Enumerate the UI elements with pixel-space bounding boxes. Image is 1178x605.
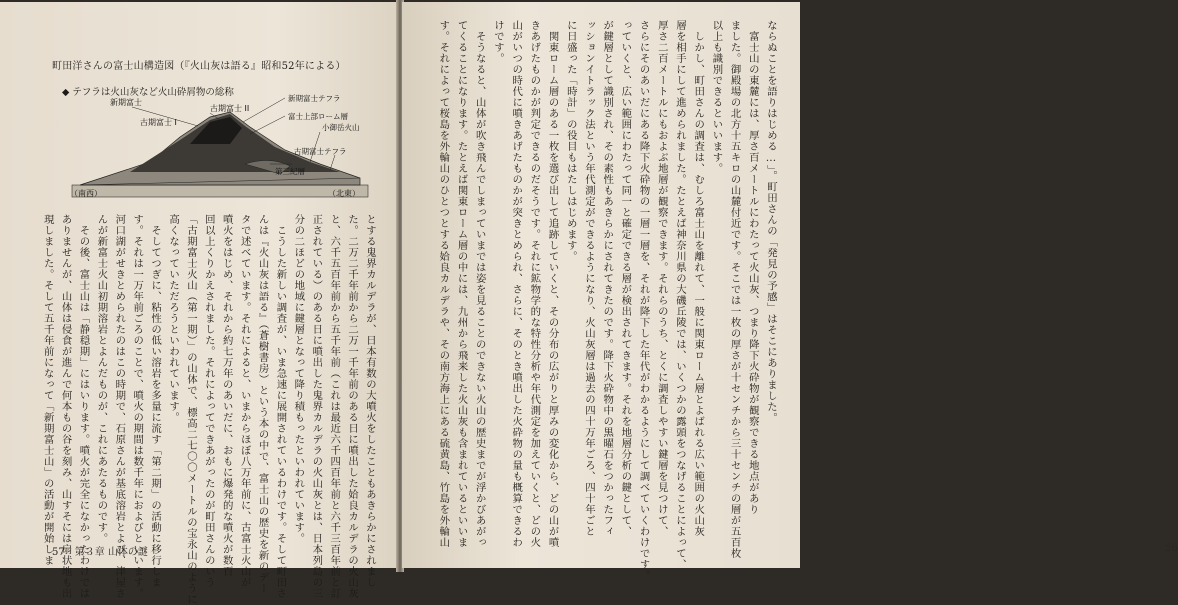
page-number-left: 57 第３章 山体の謎: [52, 547, 148, 558]
text-column: そうなると、山体が吹き飛んでしまっていまでは姿を見ることのできない火山の歴史までが浮かびあがっ: [473, 20, 486, 548]
text-column: 現しました。そして五千年前になって「新期富士山」の活動が開始しま: [41, 214, 54, 566]
text-column: 富士山の東麓には、厚さ百メートルにわたって火山灰、つまり降下火砕物が観察できる地点があり: [746, 20, 759, 515]
text-column: す。それは一万年前ごろのことで、噴火の期間は数千年におよびといいます。: [131, 214, 144, 599]
text-column: てくることになります。たとえば関東ローム層の中には、九州から飛来した火山灰も含まれているといいま: [455, 20, 468, 548]
label-new-fuji: 新期富士: [110, 98, 142, 107]
label-northeast: （北東）: [328, 189, 360, 198]
text-column: こうした新しい調査が、いま急速に展開されているわけです。そして町田さ: [274, 214, 287, 599]
text-column: 層を相手にして進められました。たとえば神奈川県の大磯丘陵では、いくつかの露頭をつなげることによって、: [673, 20, 686, 570]
label-old-fuji-2: 古期富士 II: [210, 104, 250, 113]
label-southwest: （南西）: [70, 189, 102, 198]
text-column: す。それによって桜島を外輪山のひとつとする姶良カルデラや、その南方海上にある硫黄島、竹島を外輪山: [437, 20, 450, 548]
text-column: に日盛った「時計」の役目もはたしはじめます。: [564, 20, 577, 262]
text-column: 分の二ほどの地域に鍵層となって降り積もったといわれています。: [292, 214, 305, 544]
text-column: んは『火山灰は語る』（蒼樹書房）という本の中で、富士山の歴史を新のデー: [256, 214, 269, 594]
text-column: しかし、町田さんの調査は、むしろ富士山を離れて、一般に関東ローム層とよばれる広い範囲の火山灰: [692, 20, 705, 537]
label-komitake: 小御岳火山: [322, 123, 360, 132]
text-column: 厚さ二百メートルにもおよぶ地層が観察できます。それらのうち、とくに調査しやすい鍵層を見つけて、: [655, 20, 668, 537]
text-column: 山がいつの時代に噴きあげたものかが突きとめられ、さらに、そのとき噴出した火砕物の量も概算できるわ: [510, 20, 523, 548]
text-column: 噴火をはじめ、それから約七万年のあいだに、おもに爆発的な噴火が数百: [220, 214, 233, 577]
text-column: 回以上くりかえされました。それによってできあがったのが町田さんのいう: [202, 214, 215, 588]
text-column: けです。: [491, 20, 504, 64]
text-column: が鍵層として識別され、その素性もあきらかにされてきたのです。降下火砕物中の黒曜石をつかったフィ: [601, 20, 614, 537]
label-upper-kanto: 富士上部ローム層: [288, 112, 348, 121]
text-column: 以上も識別できるといいます。: [710, 20, 723, 174]
text-column: タで述べています。それによると、いまからほぼ八万年前に、古富士火山が: [238, 214, 251, 588]
label-tertiary: 第三紀層: [275, 167, 305, 176]
text-column: 関東ローム層のある一枚を選び出して追跡していくと、その分布の広がりと厚みの変化から、どの山が噴: [546, 20, 559, 548]
text-column: と、六千五百年前から五千年前（これは最近六千四百年前と六千三百年前と訂: [328, 214, 341, 599]
text-column: んが新富士火山初期溶岩とよんだものが、これにあたるものです。: [95, 214, 108, 544]
text-column: た。二万二千年前から二万一千年前のある日に噴出した姶良カルデラの火山灰: [346, 214, 359, 599]
text-column: そしてつぎに、粘性の低い溶岩を多量に流す「第二期」の活動に移行しま: [149, 214, 162, 588]
text-column: その後、富士山は「静穏期」にはいります。噴火が完全になかったわけでは: [77, 214, 90, 599]
label-old-tephra: 古期富士テフラ: [294, 147, 347, 156]
text-column: 正されている）のある日に噴出した鬼界カルデラの火山灰とは、日本列島の三: [310, 214, 323, 599]
fuji-structure-diagram: [70, 92, 370, 202]
text-column: さらにそのあいだにある降下火砕物の一層一層を、それが降下した年代がわかるようにして調べていくわけです。: [637, 20, 650, 581]
text-column: ありませんが、山体は侵食が進んで何本もの谷を刻み、山すそには扇状地も出: [59, 214, 72, 599]
left-page: [0, 2, 398, 605]
text-column: 「古期富士火山（第一期）」の山体で、標高二七〇〇メートルの宝永山のように: [184, 214, 197, 605]
text-column: 河口湖がせきとめられたのはこの時期で、石原さんが基底溶岩とよび、津屋さ: [113, 214, 126, 599]
text-column: っていくと、広い範囲にわたって同一と確定できる層が検出されてきます。それを地層分析の鍵として、: [619, 20, 632, 537]
right-page: [402, 2, 1178, 581]
label-new-fuji-tephra: 新期富士テフラ: [288, 94, 341, 103]
text-column: ならぬことを語りはじめる…」。町田さんの「発見の予感」はそこにありました。: [765, 20, 777, 424]
figure-caption: 町田洋さんの富士山構造図（『火山灰は語る』昭和52年による）: [52, 61, 346, 72]
right-body-text: [434, 20, 780, 581]
label-old-fuji-1: 古期富士 I: [140, 118, 177, 127]
figure-note: ◆ テフラは火山灰など火山砕屑物の総称: [62, 87, 234, 98]
tertiary-layer: [72, 185, 368, 197]
page-number-right: 56: [1165, 543, 1178, 554]
text-column: きあげたものかが判定できるのだそうです。それに鉱物学的な特性分析や年代測定を加えていくと、どの火: [528, 20, 541, 548]
text-column: とする鬼界カルデラが、日本有数の大噴火をしたこともあきらかにされまし: [364, 214, 376, 588]
text-column: ッションイトラック法という年代測定ができるようになり、火山灰層は過去の四十万年ごろ、四十年ごと: [582, 20, 595, 537]
text-column: 高くなっていただろうといわれています。: [167, 214, 180, 423]
text-column: ました。御殿場の北方十五キロの山麓付近です。そこでは一枚の厚さが十センチから三十センチの層が五百枚: [728, 20, 741, 559]
